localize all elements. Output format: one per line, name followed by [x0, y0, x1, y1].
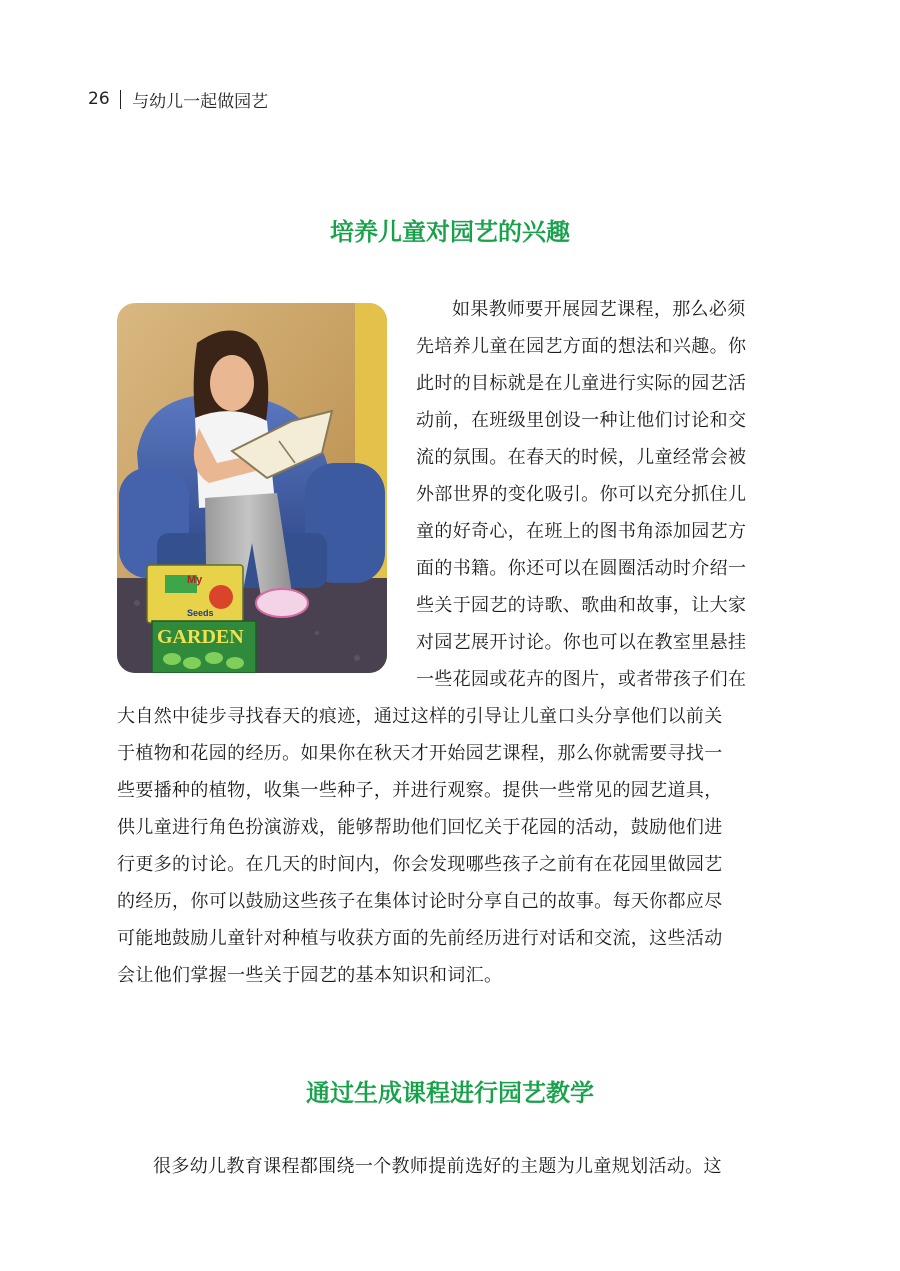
paragraph-line: 先培养儿童在园艺方面的想法和兴趣。你 — [416, 336, 747, 357]
paragraph-line: 大自然中徒步寻找春天的痕迹，通过这样的引导让儿童口头分享他们以前关 — [117, 706, 723, 727]
paragraph-line: 于植物和花园的经历。如果你在秋天才开始园艺课程，那么你就需要寻找一 — [117, 743, 723, 764]
paragraph-line: 些关于园艺的诗歌、歌曲和故事，让大家 — [416, 595, 747, 616]
photo-illustration — [117, 303, 387, 673]
paragraph-line: 外部世界的变化吸引。你可以充分抓住儿 — [416, 484, 747, 505]
running-header — [88, 88, 268, 110]
paragraph-line: 一些花园或花卉的图片，或者带孩子们在 — [416, 669, 747, 690]
paragraph-line: 行更多的讨论。在几天的时间内，你会发现哪些孩子之前有在花园里做园艺 — [117, 854, 723, 875]
header-divider — [120, 90, 122, 109]
book-title: 与幼儿一起做园艺 — [132, 91, 269, 112]
paragraph-line: 如果教师要开展园艺课程，那么必须 — [452, 299, 746, 320]
paragraph-line: 可能地鼓励儿童针对种植与收获方面的先前经历进行对话和交流，这些活动 — [117, 928, 723, 949]
paragraph-line: 流的氛围。在春天的时候，儿童经常会被 — [416, 447, 747, 468]
section-title-interest: 培养儿童对园艺的兴趣 — [330, 218, 570, 246]
paragraph-line: 很多幼儿教育课程都围绕一个教师提前选好的主题为儿童规划活动。这 — [153, 1156, 722, 1177]
floor-book-label-mid: Seeds — [187, 608, 214, 618]
section-title-emergent-curriculum: 通过生成课程进行园艺教学 — [306, 1079, 594, 1107]
floor-book-label-bottom: GARDEN — [157, 626, 244, 648]
paragraph-line: 面的书籍。你还可以在圆圈活动时介绍一 — [416, 558, 747, 579]
paragraph-line: 供儿童进行角色扮演游戏，能够帮助他们回忆关于花园的活动，鼓励他们进 — [117, 817, 723, 838]
photo-girl-reading — [117, 303, 387, 673]
paragraph-line: 的经历，你可以鼓励这些孩子在集体讨论时分享自己的故事。每天你都应尽 — [117, 891, 723, 912]
paragraph-line: 童的好奇心，在班上的图书角添加园艺方 — [416, 521, 747, 542]
paragraph-line: 些要播种的植物，收集一些种子，并进行观察。提供一些常见的园艺道具， — [117, 780, 723, 801]
page-number: 26 — [88, 89, 110, 109]
paragraph-line: 此时的目标就是在儿童进行实际的园艺活 — [416, 373, 747, 394]
paragraph-line: 会让他们掌握一些关于园艺的基本知识和词汇。 — [117, 965, 503, 986]
paragraph-line: 动前，在班级里创设一种让他们讨论和交 — [416, 410, 747, 431]
paragraph-line: 对园艺展开讨论。你也可以在教室里悬挂 — [416, 632, 747, 653]
floor-book-label-top: My — [187, 574, 203, 586]
